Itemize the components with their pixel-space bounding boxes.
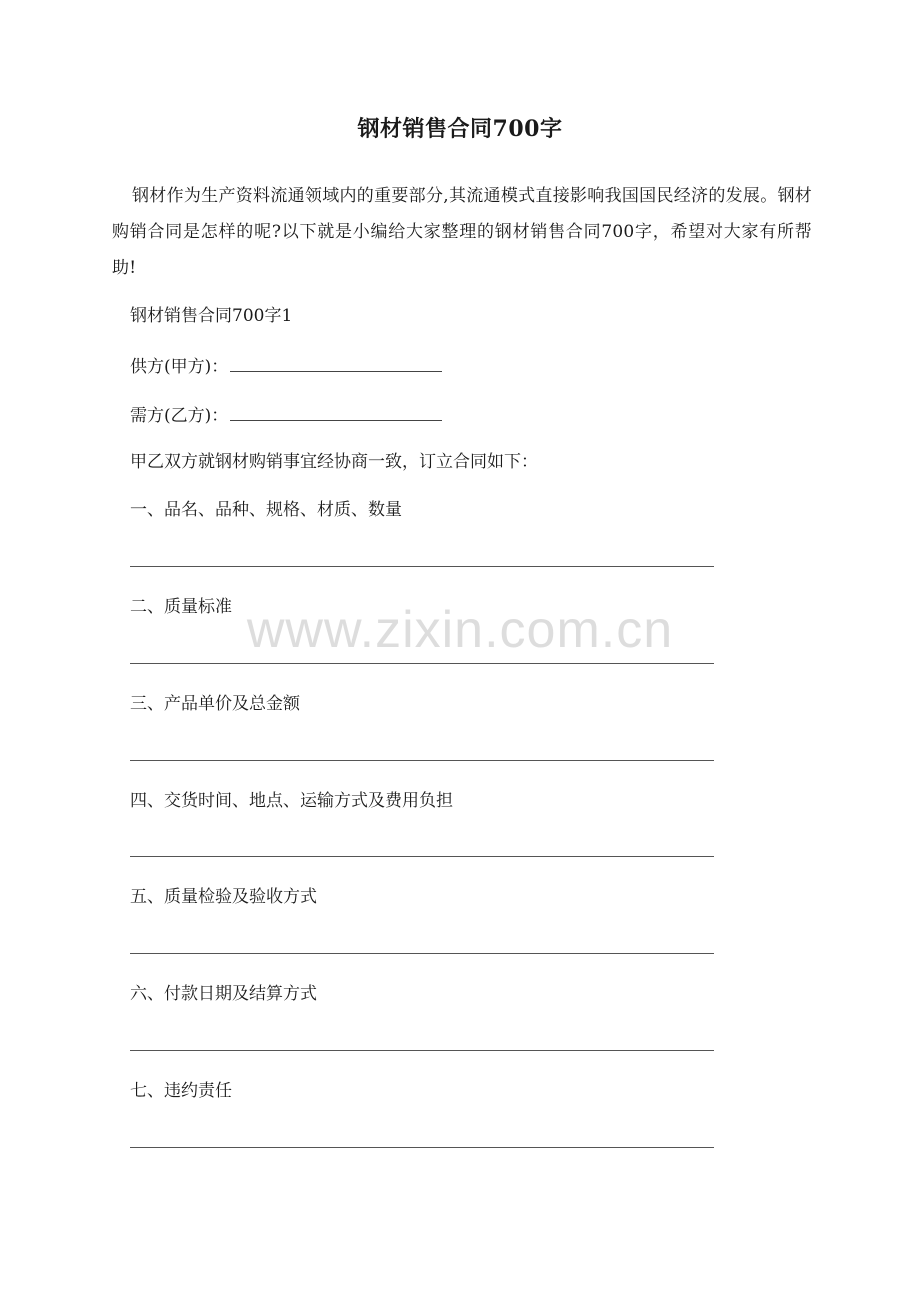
site-watermark: www.zixin.com.cn <box>246 601 674 659</box>
supplier-line <box>130 353 442 379</box>
section-heading: 三、产品单价及总金额 <box>130 694 300 714</box>
fill-in-line <box>130 1050 714 1051</box>
contract-subtitle: 钢材销售合同700字1 <box>130 306 293 326</box>
supplier-label: 供方(甲方)： <box>130 357 229 377</box>
section-heading: 二、质量标准 <box>130 597 232 617</box>
fill-in-line <box>130 760 714 761</box>
buyer-label: 需方(乙方)： <box>130 406 229 426</box>
section-heading: 六、付款日期及结算方式 <box>130 984 317 1004</box>
agreement-statement: 甲乙双方就钢材购销事宜经协商一致，订立合同如下： <box>130 452 538 472</box>
section-heading: 七、违约责任 <box>130 1081 232 1101</box>
fill-in-line <box>130 663 714 664</box>
fill-in-line <box>130 953 714 954</box>
fill-in-line <box>130 1147 714 1148</box>
buyer-line <box>130 402 442 428</box>
section-heading: 五、质量检验及验收方式 <box>130 887 317 907</box>
intro-paragraph: 钢材作为生产资料流通领域内的重要部分,其流通模式直接影响我国国民经济的发展。钢材购销合同是怎样的呢?以下就是小编给大家整理的钢材销售合同700字，希望对大家有所帮助! <box>112 186 812 278</box>
supplier-blank-field <box>230 353 442 372</box>
fill-in-line <box>130 566 714 567</box>
document-title: 钢材销售合同700字 <box>357 116 563 142</box>
section-heading: 一、品名、品种、规格、材质、数量 <box>130 500 402 520</box>
section-heading: 四、交货时间、地点、运输方式及费用负担 <box>130 791 453 811</box>
fill-in-line <box>130 856 714 857</box>
buyer-blank-field <box>230 402 442 421</box>
